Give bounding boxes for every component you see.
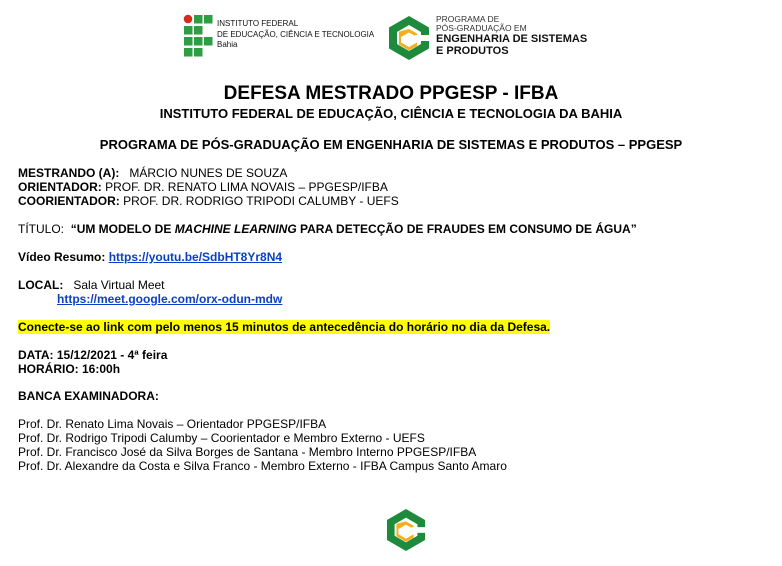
notice-line	[18, 320, 550, 334]
ppgesp-emblem-icon	[388, 15, 430, 61]
coorientador-line	[18, 194, 399, 208]
orientador-label: ORIENTADOR:	[18, 180, 102, 194]
titulo-post: PARA DETECÇÃO DE FRAUDES EM CONSUMO DE ÁGUA”	[296, 222, 637, 236]
video-line	[18, 250, 282, 264]
ifba-logo-line2: DE EDUCAÇÃO, CIÊNCIA E TECNOLOGIA	[217, 29, 375, 39]
ppgesp-footer-icon	[386, 508, 426, 552]
ppgesp-logo-line3: ENGENHARIA DE SISTEMAS	[436, 33, 588, 45]
banca-member-2: Prof. Dr. Rodrigo Tripodi Calumby – Coorientador e Membro Externo - UEFS	[18, 431, 425, 445]
ppgesp-logo-line4: E PRODUTOS	[436, 45, 509, 57]
titulo-value	[71, 222, 637, 236]
footer-emblem	[386, 508, 426, 552]
mestrando-label: MESTRANDO (A):	[18, 166, 120, 180]
video-link[interactable]: https://youtu.be/SdbHT8Yr8N4	[108, 250, 283, 264]
local-label: LOCAL:	[18, 278, 64, 292]
orientador-line	[18, 180, 388, 194]
meet-link[interactable]: https://meet.google.com/orx-odun-mdw	[57, 292, 283, 306]
ifba-logo	[183, 14, 383, 62]
ifba-logo-line3: Bahia	[217, 40, 238, 49]
local-line	[18, 278, 165, 292]
ppgesp-logo-line2: PÓS-GRADUAÇÃO EM	[436, 23, 527, 33]
banca-heading: BANCA EXAMINADORA:	[18, 389, 159, 403]
meet-link-line	[57, 292, 282, 306]
mestrando-line	[18, 166, 287, 180]
orientador-value: PROF. DR. RENATO LIMA NOVAIS – PPGESP/IFBA	[105, 180, 388, 194]
ppgesp-logo	[388, 13, 638, 63]
banca-member-4: Prof. Dr. Alexandre da Costa e Silva Franco - Membro Externo - IFBA Campus Santo Amaro	[18, 459, 507, 473]
notice-highlight: Conecte-se ao link com pelo menos 15 minutos de antecedência do horário no dia da Defesa.	[18, 320, 551, 334]
titulo-italic: MACHINE LEARNING	[174, 222, 297, 236]
ifba-grid-icon	[183, 14, 213, 58]
video-label: Vídeo Resumo:	[18, 250, 106, 264]
titulo-pre: “UM MODELO DE	[70, 222, 175, 236]
mestrando-value: MÁRCIO NUNES DE SOUZA	[129, 166, 288, 180]
ifba-logo-line1: INSTITUTO FEDERAL	[217, 19, 299, 28]
titulo-line	[18, 222, 637, 236]
ppgesp-logo-line1: PROGRAMA DE	[436, 14, 500, 24]
ppgesp-logo-text	[436, 15, 587, 57]
coorientador-value: PROF. DR. RODRIGO TRIPODI CALUMBY - UEFS	[123, 194, 399, 208]
horario-line: HORÁRIO: 16:00h	[18, 362, 121, 376]
institution-subtitle: INSTITUTO FEDERAL DE EDUCAÇÃO, CIÊNCIA E TECNOLOGIA DA BAHIA	[159, 106, 623, 121]
banca-member-3: Prof. Dr. Francisco José da Silva Borges de Santana - Membro Interno PPGESP/IFBA	[18, 445, 477, 459]
ifba-logo-text	[217, 19, 374, 51]
program-heading: PROGRAMA DE PÓS-GRADUAÇÃO EM ENGENHARIA DE SISTEMAS E PRODUTOS – PPGESP	[99, 137, 683, 152]
page-title: DEFESA MESTRADO PPGESP - IFBA	[223, 83, 559, 104]
local-value: Sala Virtual Meet	[73, 278, 165, 292]
coorientador-label: COORIENTADOR:	[18, 194, 120, 208]
data-line: DATA: 15/12/2021 - 4ª feira	[18, 348, 168, 362]
banca-member-1: Prof. Dr. Renato Lima Novais – Orientador PPGESP/IFBA	[18, 417, 327, 431]
titulo-label: TÍTULO:	[18, 222, 65, 236]
